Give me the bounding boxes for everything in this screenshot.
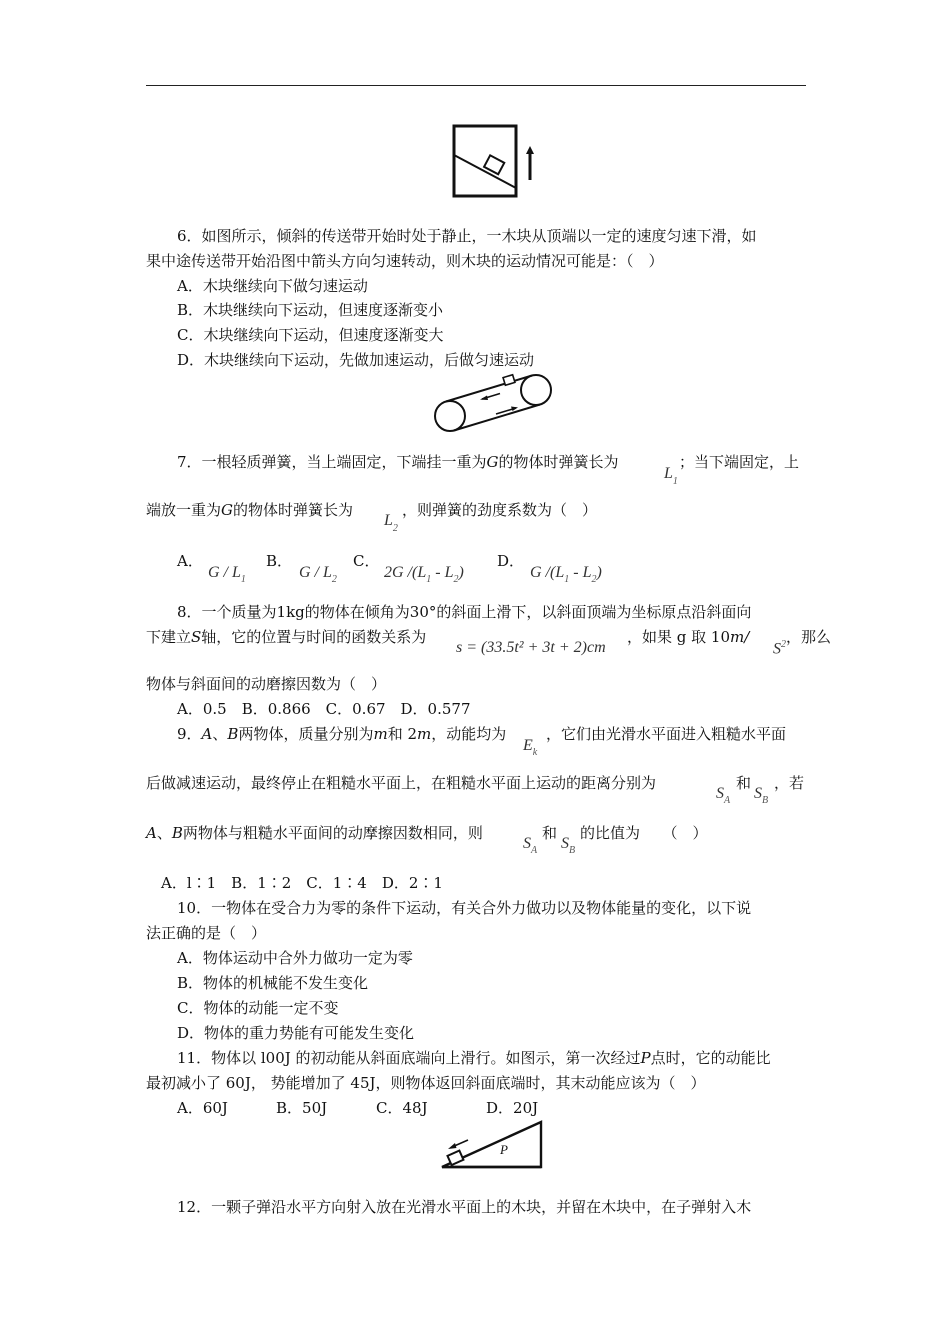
q9-line3-b: 的比值为 （ ） [580,824,708,842]
q8-unit-s2: $S^2$ [773,639,786,658]
q7-line1-a: 7．一根轻质弹簧，当上端固定，下端挂一重为 [177,453,487,471]
q7-line1-b: 的物体时弹簧长为 [498,453,619,471]
q11-option-a: A．60J [177,1099,228,1117]
q7-opt-c: 2G $/(L_1 - L_2)$ [384,564,464,585]
q7-opt-b: G / $L_2$ [299,564,337,585]
q7-opt-b-label: B． [266,552,293,570]
elevator-incline-figure [448,122,540,202]
q7-opt-c-label: C． [353,552,380,570]
q10-option-d: D．物体的重力势能有可能发生变化 [177,1024,415,1042]
q6-stem-line1: 6．如图所示，倾斜的传送带开始时处于静止，一木块从顶端以一定的速度匀速下滑，如 [177,227,757,245]
q7-l2-symbol: $L_2$ [384,512,398,534]
q9-line2-a: 后做减速运动，最终停止在粗糙水平面上，在粗糙水平面上运动的距离分别为 [146,774,657,792]
q7-symbol-g: G [486,453,499,471]
q8-symbol-s: S [191,628,202,646]
q9-sa-symbol: $S_A$ [716,785,731,806]
q7-line2-a: 端放一重为 [146,501,222,519]
q6-stem-line2: 果中途传送带开始沿图中箭头方向匀速转动，则木块的运动情况可能是：（ ） [146,252,664,270]
q6-option-a: A．木块继续向下做匀速运动 [177,277,368,295]
q7-l1-symbol: $L_1$ [664,465,678,487]
q10-option-a: A．物体运动中合外力做功一定为零 [177,949,413,967]
q9-line1: 9．A、B两物体，质量分别为m和 2m，动能均为 [177,725,507,743]
q7-line1 [177,455,619,470]
q10-line2: 法正确的是（ ） [146,924,267,942]
header-rule [146,85,806,86]
q8-line3: 物体与斜面间的动磨擦因数为（ ） [146,675,387,693]
q10-option-b: B．物体的机械能不发生变化 [177,974,369,992]
q9-sb-symbol-2: $S_B$ [561,835,576,856]
q9-sb-symbol: $S_B$ [754,785,769,806]
q7-opt-d-label: D． [497,552,525,570]
q7-line2 [146,503,353,518]
incline-point-p-label: P [500,1142,508,1157]
q9-line2-b: ，若 [774,774,805,792]
q9-line1-f: ，它们由光滑水平面进入粗糙水平面 [546,725,787,743]
q7-line2-c: ，则弹簧的劲度系数为（ ） [402,501,598,519]
q11-option-c: C．48J [376,1099,428,1117]
q10-option-c: C．物体的动能一定不变 [177,999,339,1017]
q8-line2-c: ，如果 g 取 10m/ [627,628,750,646]
q8-line1: 8．一个质量为1kg的物体在倾角为30°的斜面上滑下，以斜面顶端为坐标原点沿斜面向 [177,603,752,621]
q9-he-2: 和 [542,824,558,842]
q6-option-c: C．木块继续向下运动，但速度逐渐变大 [177,326,444,344]
q6-option-b: B．木块继续向下运动，但速度逐渐变小 [177,301,444,319]
q7-opt-d: G $/(L_1 - L_2)$ [530,564,602,585]
q11-option-d: D．20J [486,1099,539,1117]
incline-figure [438,1118,548,1172]
q11-line1: 11．物体以 l00J 的初动能从斜面底端向上滑行。如图示，第一次经过P点时，它的动能比 [177,1049,771,1067]
q7-opt-a: G / $L_1$ [208,564,246,585]
q7-opt-a-label: A． [177,552,203,570]
q10-line1: 10．一物体在受合力为零的条件下运动，有关合外力做功以及物体能量的变化，以下说 [177,899,752,917]
q9-sa-symbol-2: $S_A$ [523,835,538,856]
q9-ek-symbol: $E_k$ [523,737,538,758]
q8-options: A．0.5 B．0.866 C．0.67 D．0.577 [177,700,471,718]
conveyor-belt-figure [432,372,556,436]
q8-line2-d: ，那么 [786,628,832,646]
q12-line1: 12．一颗子弹沿水平方向射入放在光滑水平面上的木块，并留在木块中，在子弹射入木 [177,1198,752,1216]
q9-line3-a: A、B两物体与粗糙水平面间的动摩擦因数相同，则 [146,824,483,842]
q7-line1-c: ；当下端固定，上 [679,453,800,471]
q9-he-1: 和 [736,774,752,792]
q6-option-d: D．木块继续向下运动，先做加速运动，后做匀速运动 [177,351,535,369]
q11-option-b: B．50J [276,1099,328,1117]
q8-position-formula: s = (33.5t² + 3t + 2)cm [456,639,606,656]
q11-line2: 最初减小了 60J， 势能增加了 45J，则物体返回斜面底端时，其末动能应该为（ ） [146,1074,706,1092]
q8-line2: 下建立S轴，它的位置与时间的函数关系为 [146,628,427,646]
q7-line2-b: 的物体时弹簧长为 [233,501,354,519]
q7-symbol-g2: G [221,501,233,519]
q9-options: A．l∶1 B．1∶2 C．1∶4 D．2∶1 [161,874,443,892]
